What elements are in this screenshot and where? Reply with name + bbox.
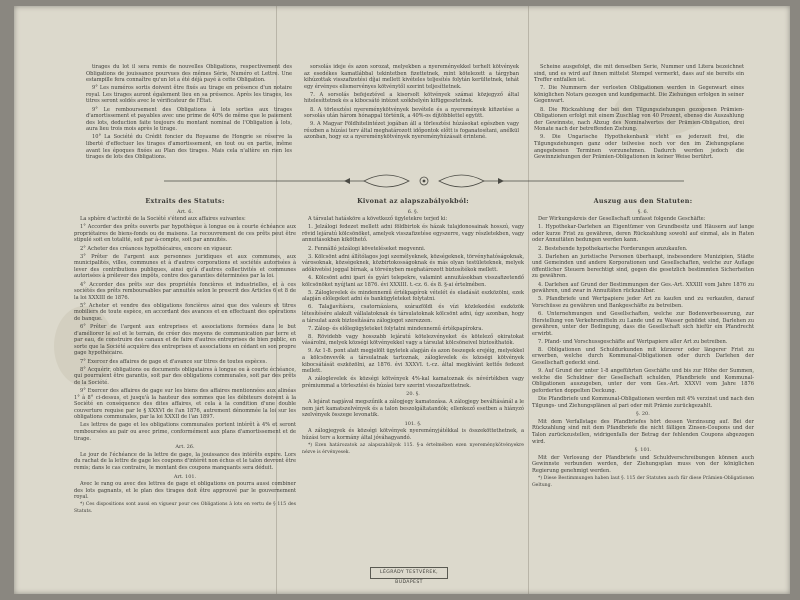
printer-imprint: LÉGRÁDY TESTVÉREK, BUDAPEST [370, 567, 448, 579]
german-statutes-column [532, 198, 754, 554]
article-number: 101. §. [404, 420, 422, 427]
paragraph: Der Wirkungskreis der Gesellschaft umfasst folgende Geschäfte: [538, 216, 706, 223]
paragraph: 7° Exercer des affaires de gage et d'avance sur titres de toutes espèces. [80, 358, 267, 365]
paragraph: 9° Les numéros sortis doivent être fixés au tirage en présence d'un notaire royal. Les tirages auront également lieu en sa présence. Après les tirages, les titres seront soldés avec le vérificateur de l'État. [86, 85, 292, 105]
paragraph: 9° Le remboursement des Obligations à lots sorties aux tirages d'amortissement et payables avec une prime de 40% de même que le paiement des lots, deduction faite toujours du montant nominal de l'Obligation à lots, aura lieu trois mois après le tirage. [86, 106, 292, 133]
article-number: Art. 26. [175, 444, 195, 451]
paragraph: tirages du lot il sera remis de nouvelles Obligations, respectivement des Obligations de jouissance pourvues des mêmes Série, Numéro et Lettre. Une estampille fera connaître qu'un lot a été déjà payé à cette Obligation. [86, 64, 292, 84]
paragraph: 6. Talajjavításra, csatornázásra, szárazföldi és vízi közlekedési eszközök létesítésére alakult vállalatoknak és társulatoknak kölcsönt adni, úgy azonban, hogy a társulat azok biztosítására zálogjogot szerezzen. [302, 304, 524, 324]
paragraph: 7. A sorsolás befejeztével a kisorsolt kötvények számai közjegyző által hitelesíttetnek és a kibocsátó intézet székhelyén kifüggesztetnek. [304, 91, 519, 105]
paragraph: 3. Darlehen an juristische Personen überhaupt, insbesondere Munizipien, Städte und Gemeinden und andere Korporationen und Gesellschaften, welche zur Auflage öffentlicher Steuern berechtigt sind, gegen die gesetzlich bestimmten Sicherheiten zu gewähren. [532, 253, 754, 280]
paragraph: 9° Exercer des affaires de gage sur les biens des affaires mentionnées aux alinéas 1° à 8° ci-dessus, et jusqu'à la hauteur des sommes que les débiteurs doivent à la Société en conséquence des dites affaires, et cela à la condition d'une double couverture requise par le § XXXVI de l'an 1876, autrement dénommée la loi sur les obligations communales, par la loi XXXII de l'an 1897. [74, 387, 296, 421]
paragraph: 3. Kölcsönt adni állítólagos jogi személyeknek, községeknek, törvényhatóságoknak, városoknak, községeknek, közbirtokosságoknak és más olyan testületeknek, melyek adókivetési joggal bírnak, a törvényben meghatározott biztosítékok mellett. [302, 253, 524, 273]
paragraph: 5. Záloglevelek és mindennemű értékpapírok vételét és eladását eszközölni, ezek alapján előlegeket adni és bankügyleteket folytatni. [302, 289, 524, 303]
ornamental-divider [164, 172, 684, 190]
paragraph: 10° La Société du Crédit foncier du Royaume de Hongrie se réserve la liberté d'effectuer les tirages d'amortissement, en tout ou en partie, même avant les époques fixées au Plan des tirages. Mais cela n'altère en rien les tirages de lots des Obligations. [86, 134, 292, 161]
paragraph: 3° Prêter de l'argent aux personnes juridiques et aux communes, aux municipalités, villes, communes et à d'autres corporations et sociétés autorisées à lever des contributions publiques, ainsi qu'à d'autres collectivités et communes autorisées à prélever des impôts, contre des garanties déterminées par la loi. [74, 253, 296, 280]
article-number: 6. §. [407, 208, 419, 215]
paragraph: Die Pfandbriefe und Kommunal-Obligationen werden mit 4% verzinst und nach den Tilgungs- und Ziehungsplänen al pari oder mit Prämie zurückgezahlt. [532, 396, 754, 409]
paragraph: 8. A törlesztési nyereménykötvények bevétele és a nyeremények kifizetése a sorsolás után három hónappal történik, a 40%-os díjtöbblettel együtt. [304, 106, 519, 120]
paragraph: Les lettres de gage et les obligations communales portent intérêt à 4% et seront remboursées au pair ou avec prime, conformément aux plans d'amortissement et de tirage. [74, 422, 296, 442]
paragraph: 1° Accorder des prêts ouverts par hypothèque à longue ou à courte échéance aux propriétaires de biens-fonds ou de maisons. Le recouvrement de ces prêts peut être stipulé soit en totalité, soit par à-compte, soit par annuités. [74, 224, 296, 244]
paragraph: 8. Obligationen und Schuldurkunden mit kürzerer oder längerer Frist zu erwerben, welche durch Kommunal-Obligationen oder durch Darlehen der Gesellschaft gedeckt sind. [532, 346, 754, 367]
paragraph: 9. Az 1-8. pont alatt megjelölt ügyletek alapján és azon összegek erejéig, melyekkel a kölcsönvevők a társulatnak tartoznak, záloglevelek és községi kötvények kibocsátását eszközölni, az 1876. évi XXXVI. t.-cz. által megkívánt kettős fedezet mellett. [302, 348, 524, 375]
article-number: Art. 6. [177, 208, 193, 215]
column-title: Extraits des Statuts: [145, 197, 225, 205]
paragraph: Avec le rang ou avec des lettres de gage et obligations on pourra aussi combiner des lots gagnants, et le plan des tirages doit être approuvé par le gouvernement royal. [74, 481, 296, 501]
paragraph: Le jour de l'échéance de la lettre de gage, la jouissance des intérêts expire. Lors du rachat de la lettre de gage les coupons d'intérêt non échus et le talon devront être remis; dans le cas contraire, le montant des coupons manquants sera déduit. [74, 451, 296, 471]
top-hungarian-text [304, 64, 519, 160]
paragraph: 5. Pfandbriefe und Wertpapiere jeder Art zu kaufen und zu verkaufen, darauf Vorschüsse zu gewähren und Bankgeschäfte zu betreiben. [532, 296, 754, 309]
column-title: Kivonat az alapszabályokból: [357, 197, 469, 205]
fold-line [528, 6, 529, 594]
document-page [14, 6, 790, 594]
paragraph: 6° Prêter de l'argent aux entreprises et associations formées dans le but d'améliorer le sol et le terrain, de créer des moyens de communication par terre et par eau, de construire des canaux et de faire d'autres entreprises de bien public, en sorte que la Société acquière des entreprises et associations en cédant en son propre gage hypothécaire. [74, 324, 296, 357]
article-number: 20. §. [406, 391, 420, 398]
paragraph: 7. Zálog- és előlegügyleteket folytatni mindennemű értékpapírokra. [308, 325, 484, 332]
article-number: Art. 101. [173, 473, 197, 480]
footnote: *) Ces dispositions sont aussi en vigueur pour ces Obligations à lots en vertu de § 115 des Statuts. [74, 502, 296, 515]
top-german-text [534, 64, 744, 160]
paragraph: 7. Die Nummern der verlosten Obligationen werden in Gegenwart eines königlichen Notars gezogen und kundgemacht. Die Ziehungen erfolgen in seiner Gegenwart. [534, 85, 744, 105]
paragraph: 7. Pfand- und Vorschussgeschäfte auf Wertpapiere aller Art zu betreiben. [538, 338, 728, 345]
top-french-text [86, 64, 292, 160]
paragraph: A lejárat napjával megszűnik a zálogjegy kamatozása. A zálogjegy beváltásánál a le nem járt kamatszelvények és a talon beszolgáltatandók; ellenkező esetben a hiányzó szelvények összege levonatik. [302, 399, 524, 419]
article-number: §. 6. [637, 208, 649, 215]
paragraph: 8. Rövidebb vagy hosszabb lejáratú kötelezvényeket és kötelező okiratokat vásárolni, melyek községi kötvényekkel vagy a társulat kölcsöneivel biztosíthatók. [302, 333, 524, 347]
paragraph: 9. Auf Grund der unter 1-8 angeführten Geschäfte und bis zur Höhe der Summen, welche die Schuldner der Gesellschaft schulden, Pfandbriefe und Kommunal-Obligationen auszugeben, unter der vom Ges.-Art. XXXVI vom Jahre 1876 geforderten doppelten Deckung. [532, 368, 754, 394]
paragraph: A zálogjegyek és községi kötvények nyereményjátékkal is összeköttethetnek, a húzási terv a kormány által jóváhagyandó. [302, 428, 524, 441]
paragraph: sorsolás ideje és azon sorozat, melyekben a nyereményekkel terhelt kötvények az esedékes kamatlábbal tekintetben fizettetnek, mint kötelezett a tárgyban kihúzottak visszafizetési díjai mellett kivételes teljesítés folytán kerültetnek, tehát egy érvényes elismervényes kötvénytől szerint teljesíttetnek. [304, 64, 519, 90]
article-number: §. 101. [634, 447, 652, 454]
paragraph: A társulat hatásköre a következő ügyletekre terjed ki: [308, 216, 448, 223]
paragraph: 2° Acheter des créances hypothécaires, encore en vigueur. [80, 245, 233, 252]
paragraph: 1. Hypothekar-Darlehen an Eigentümer von Grundbesitz und Häusern auf lange oder kurze Frist zu gewähren, deren Rückzahlung sowohl auf einmal, als in Raten oder Annuitäten bedungen werden kann. [532, 224, 754, 244]
paragraph: Mit dem Verfallstage des Pfandbriefes hört dessen Verzinsung auf. Bei der Rückzahlung sind mit dem Pfandbriefe die nicht fälligen Zinsen-Coupons und der Talon zurückzustellen, widrigenfalls der Betrag der fehlenden Coupons abgezogen wird. [532, 418, 754, 445]
paragraph: 4. Darlehen auf Grund der Bestimmungen der Ges.-Art. XXXIII vom Jahre 1876 zu gewähren, und zwar in Annuitäten rückzahlbar. [532, 281, 754, 295]
paragraph: 8. Die Rückzahlung der bei den Tilgungsziehungen gezogenen Prämien-Obligationen erfolgt mit einem Zuschlag von 40 Prozent, ebenso die Auszahlung der Gewinnste, nach Abzug des Nominalwertes der Prämien-Obligation, drei Monate nach der betreffenden Ziehung. [534, 106, 744, 133]
french-statutes-column [74, 198, 296, 554]
paragraph: 1. Jelzálogi fedezet mellett adni földbirtok és házak tulajdonosainak hosszú, vagy rövid lejáratú kölcsönöket, amelyek visszafizetése egyszerre, vagy részletekben, vagy annuitásokban kiköthető. [302, 224, 524, 244]
paragraph: 4. Kölcsönt adni ipari és gyári telepekre, valamint annuitásokban visszafizetendő kölcsönöket nyújtani az 1876. évi XXXIII. t.-cz. 6. és 8. §-ai értelmében. [302, 274, 524, 288]
paragraph: 9. Die Ungarische Hypothekenbank steht es jederzeit frei, die Tilgungsziehungen ganz oder teilweise noch vor den im Ziehungsplane angegebenen Terminen vorzunehmen. Dadurch werden jedoch die Gewinnziehungen der Prämien-Obligationen in keiner Weise berührt. [534, 134, 744, 161]
article-number: §. 20. [636, 411, 650, 418]
paragraph: La sphère d'activité de la Société s'étend aux affaires suivantes: [80, 216, 246, 223]
footnote: *) Diese Bestimmungen haben laut §. 115 der Statuten auch für diese Prämien-Obligationen Geltung. [532, 476, 754, 488]
paragraph: 2. Bestehende hypothekarische Forderungen anzukaufen. [538, 245, 688, 252]
column-title: Auszug aus den Statuten: [593, 197, 693, 205]
paragraph: Mit der Verlosung der Pfandbriefe und Schuldverschreibungen können auch Gewinnste verbunden werden, der Ziehungsplan muss von der königlichen Regierung genehmigt werden. [532, 454, 754, 474]
paragraph: A záloglevelek és községi kötvények 4%-kal kamatoznak és névértékben vagy prémiummal a törlesztési és húzási terv szerint visszafizettetnek. [302, 376, 524, 389]
paragraph: 2. Fennálló jelzálogi követeléseket megvenni. [308, 245, 426, 252]
paragraph: 6. Unternehmungen und Gesellschaften, welche zur Bodenverbesserung, zur Herstellung von Verkehrsmitteln zu Lande und zu Wasser gebildet sind, Darlehen zu gewähren, unter der Bedingung, dass die Gesellschaft sich hiefür ein Pfandrecht erwirbt. [532, 310, 754, 337]
paragraph: 8° Acquérir, obligations ou documents obligataires à longue ou à courte échéance, qui pourraient être garantis, soit par des obligations communales, soit par des prêts de la Société. [74, 366, 296, 386]
paragraph: Scheine ausgefolgt, die mit denselben Serie, Nummer und Litera bezeichnet sind, und es wird auf ihnen mittelst Stempel vermerkt, dass auf sie bereits ein Treffer entfallen ist. [534, 64, 744, 84]
hungarian-statutes-column [302, 198, 524, 554]
paragraph: 9. A Magyar Földhitelintézet jogában áll a törlesztési húzásokat egészben vagy részben a húzási terv által meghatározott időpontok előtt is foganatosítani, anélkül azonban, hogy ez a nyereménykötvények nyereményhúzásait érintené. [304, 121, 519, 141]
paragraph: 4° Accorder des prêts sur des propriétés foncières et industrielles, et à ces sociétés des prêts remboursables par annuités selon le prescrit des Articles 6 et 8 de la loi XXXIII de 1876. [74, 281, 296, 301]
footnote: *) Ezen határozatok az alapszabályok 115. §-a értelmében ezen nyereménykötvényekre nézve is érvényesek. [302, 443, 524, 455]
paragraph: 5° Acheter et vendre des obligations foncières ainsi que des valeurs et titres mobiliers de toute espèce, en accordant des avances et en effectuant des opérations de banque. [74, 302, 296, 322]
